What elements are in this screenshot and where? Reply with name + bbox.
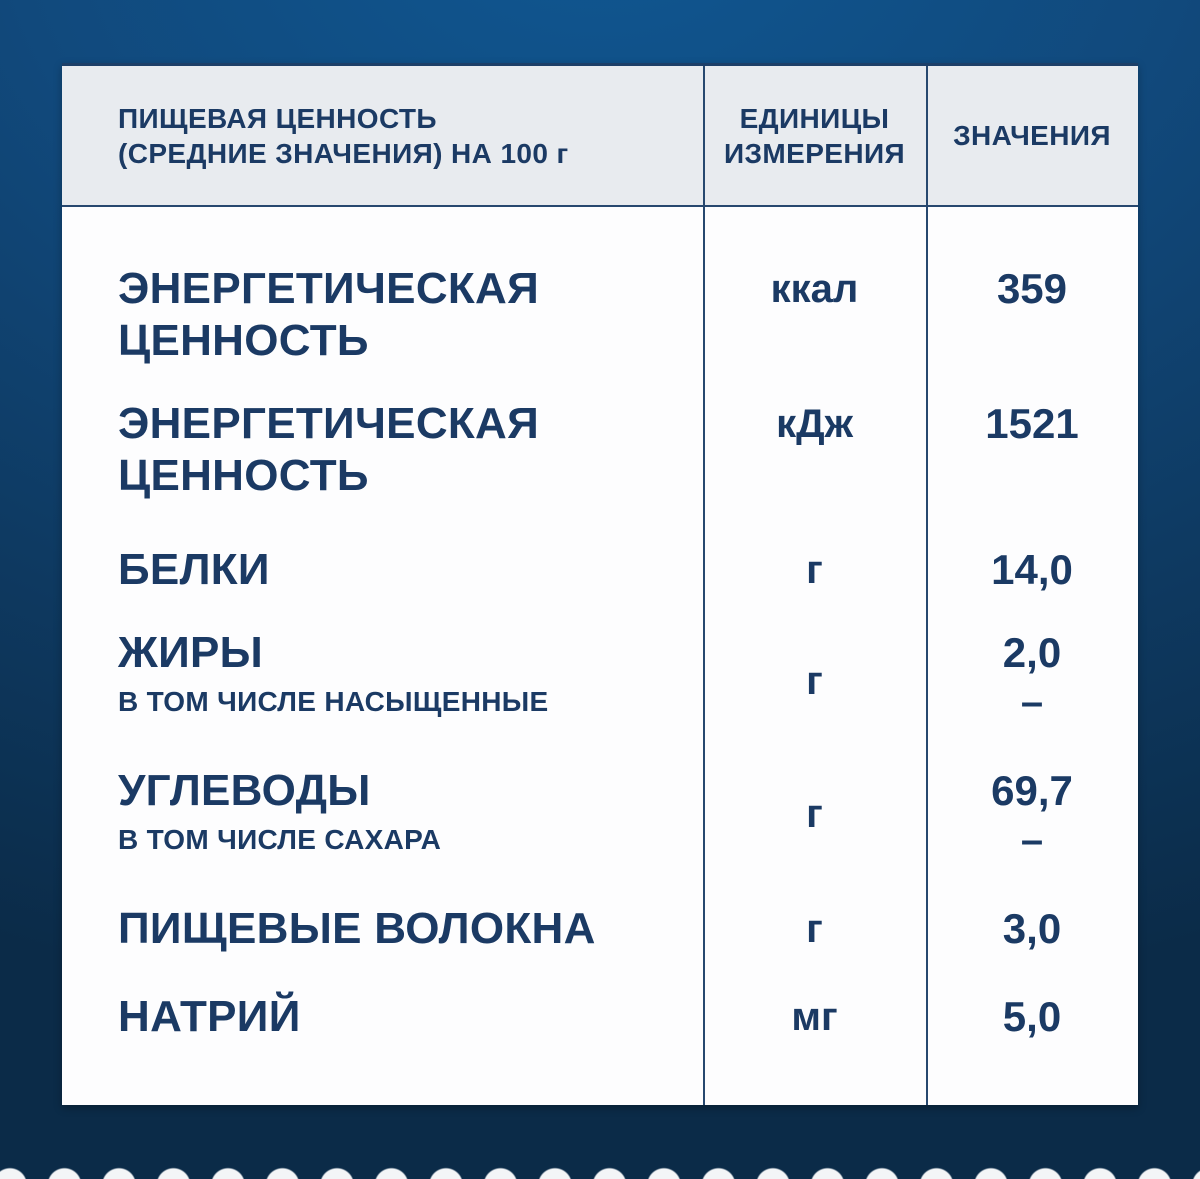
nutrient-label: УГЛЕВОДЫ — [118, 766, 371, 815]
nutrient-label: БЕЛКИ — [118, 544, 270, 594]
column-divider-1 — [703, 66, 705, 1105]
table-body — [62, 207, 1138, 1104]
nutrient-name-cell — [62, 382, 703, 522]
value-cell — [926, 207, 1138, 382]
unit-value: г — [806, 791, 823, 836]
unit-cell — [703, 882, 926, 975]
nutrient-name-cell — [62, 617, 703, 745]
value-cell — [926, 975, 1138, 1104]
value-cell — [926, 522, 1138, 617]
header-units-line2: ИЗМЕРЕНИЯ — [723, 137, 906, 169]
header-values-column — [926, 66, 1138, 205]
unit-cell — [703, 975, 926, 1104]
nutrient-value: 2,0 — [1002, 629, 1062, 676]
nutrient-name-cell — [62, 522, 703, 617]
nutrient-sublabel: В ТОМ ЧИСЛЕ САХАРА — [118, 824, 442, 855]
table-row — [62, 382, 1138, 522]
table-row — [62, 617, 1138, 745]
header-nutrition-column — [62, 66, 703, 205]
header-values-label: ЗНАЧЕНИЯ — [953, 120, 1111, 151]
nutrient-subvalue: – — [1020, 818, 1044, 862]
header-units-line1: ЕДИНИЦЫ — [739, 102, 890, 134]
nutrient-sublabel: В ТОМ ЧИСЛЕ НАСЫЩЕННЫЕ — [118, 686, 549, 717]
header-nutrition-line2: (СРЕДНИЕ ЗНАЧЕНИЯ) НА 100 г — [118, 137, 569, 169]
nutrient-name-cell — [62, 207, 703, 382]
table-row — [62, 207, 1138, 382]
unit-value: ккал — [770, 267, 859, 311]
unit-cell — [703, 522, 926, 617]
nutrient-label: ЭНЕРГЕТИЧЕСКАЯ ЦЕННОСТЬ — [118, 264, 540, 365]
nutrient-subvalue: – — [1020, 680, 1044, 724]
unit-cell — [703, 745, 926, 882]
unit-value: г — [806, 906, 823, 951]
nutrient-value: 14,0 — [991, 545, 1073, 593]
nutrient-value: 5,0 — [1002, 993, 1062, 1040]
table-row — [62, 975, 1138, 1104]
table-row — [62, 882, 1138, 975]
nutrition-table — [62, 63, 1138, 1105]
unit-cell — [703, 617, 926, 745]
value-cell — [926, 382, 1138, 522]
nutrient-name-cell — [62, 882, 703, 975]
table-row — [62, 745, 1138, 882]
unit-value: мг — [791, 995, 838, 1039]
table-header-row — [62, 66, 1138, 207]
nutrient-name-cell — [62, 745, 703, 882]
package-scalloped-edge — [0, 1155, 1200, 1179]
unit-cell — [703, 207, 926, 382]
unit-cell — [703, 382, 926, 522]
nutrient-label: ЖИРЫ — [118, 628, 264, 677]
unit-value: г — [806, 547, 823, 592]
column-divider-2 — [926, 66, 928, 1105]
nutrient-value: 1521 — [985, 400, 1079, 447]
nutrient-name-cell — [62, 975, 703, 1104]
table-row — [62, 522, 1138, 617]
value-cell — [926, 745, 1138, 882]
unit-value: кДж — [776, 402, 853, 446]
header-nutrition-line1: ПИЩЕВАЯ ЦЕННОСТЬ — [118, 102, 437, 134]
unit-value: г — [806, 659, 823, 703]
nutrient-value: 3,0 — [1002, 904, 1062, 952]
nutrient-value: 359 — [996, 265, 1068, 312]
nutrient-label: ПИЩЕВЫЕ ВОЛОКНА — [118, 903, 596, 953]
nutrient-label: ЭНЕРГЕТИЧЕСКАЯ ЦЕННОСТЬ — [118, 399, 540, 500]
header-units-column — [703, 66, 926, 205]
nutrient-label: НАТРИЙ — [118, 992, 301, 1041]
value-cell — [926, 882, 1138, 975]
value-cell — [926, 617, 1138, 745]
nutrient-value: 69,7 — [991, 767, 1073, 814]
